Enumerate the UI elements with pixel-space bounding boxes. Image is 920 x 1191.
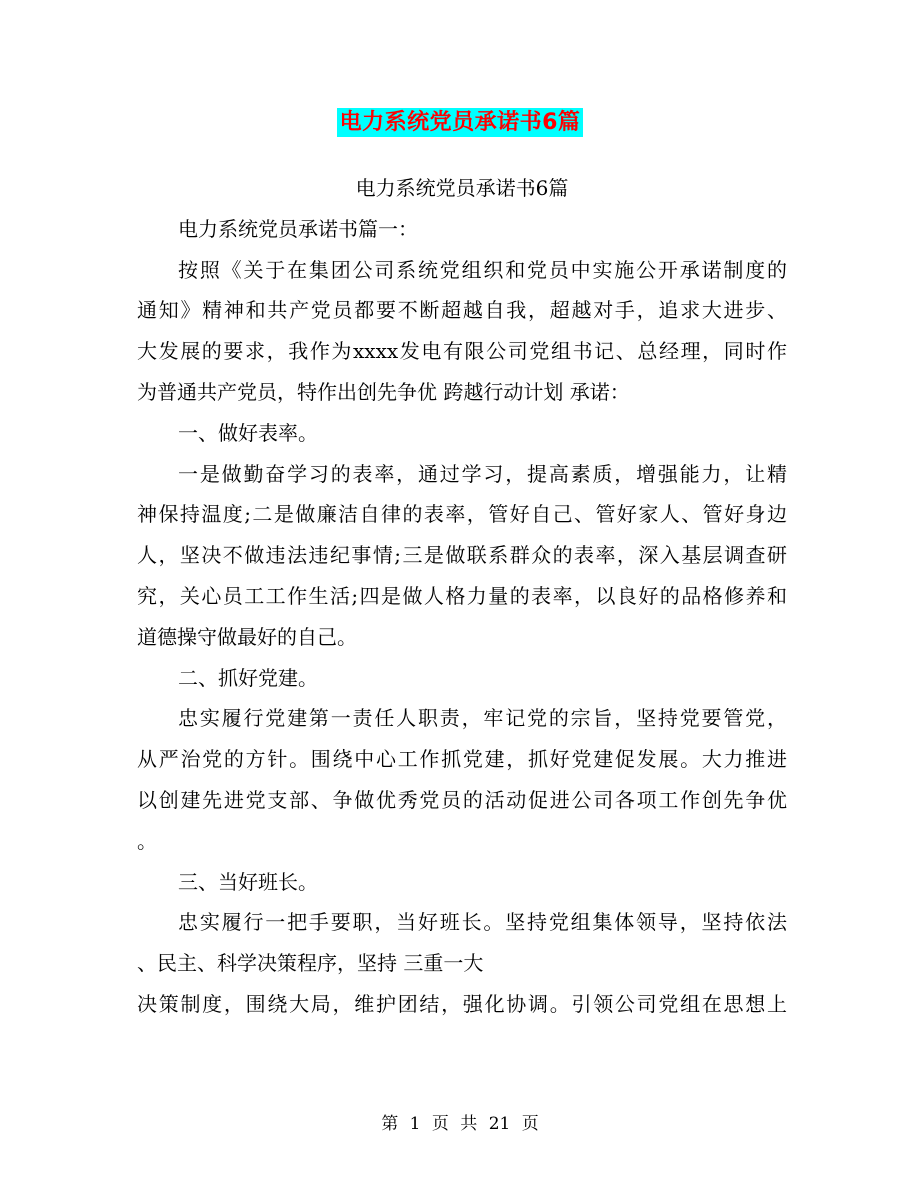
paragraph-line: 道德操守做最好的自己。: [137, 624, 357, 649]
paragraph-line: 决策制度，围绕大局，维护团结，强化协调。引领公司党组在思想上: [137, 991, 787, 1016]
document-title: [0, 108, 920, 138]
document-body: [137, 168, 787, 1025]
paragraph-line: 。: [137, 828, 157, 853]
section-heading: 二、抓好党建。: [178, 665, 318, 690]
paragraph-line: 究，关心员工工作生活;四是做人格力量的表率，以良好的品格修养和: [137, 583, 787, 608]
paragraph-line: 一是做勤奋学习的表率，通过学习，提高素质，增强能力，让精: [178, 461, 787, 486]
paragraph-line: 为普通共产党员，特作出创先争优 跨越行动计划 承诺：: [137, 379, 630, 404]
paragraph-line: 大发展的要求，我作为xxxx发电有限公司党组书记、总经理，同时作: [137, 339, 787, 364]
paragraph-line: 人，坚决不做违法违纪事情;三是做联系群众的表率，深入基层调查研: [137, 543, 787, 568]
paragraph-line: 、民主、科学决策程序，坚持 三重一大: [137, 951, 484, 976]
paragraph-line: 忠实履行党建第一责任人职责，牢记党的宗旨，坚持党要管党，: [178, 706, 787, 731]
paragraph-line: 通知》精神和共产党员都要不断超越自我，超越对手，追求大进步、: [137, 298, 787, 323]
paragraph-line: 神保持温度;二是做廉洁自律的表率，管好自己、管好家人、管好身边: [137, 502, 787, 527]
section-heading: 电力系统党员承诺书篇一：: [178, 216, 418, 241]
paragraph-line: 按照《关于在集团公司系统党组织和党员中实施公开承诺制度的: [178, 257, 787, 282]
page-footer: 第 1 页 共 21 页: [381, 1114, 539, 1134]
paragraph-line: 以创建先进党支部、争做优秀党员的活动促进公司各项工作创先争优: [137, 787, 787, 812]
highlighted-title: 电力系统党员承诺书6篇: [337, 108, 584, 137]
section-heading: 一、做好表率。: [178, 420, 318, 445]
section-heading: 三、当好班长。: [178, 869, 318, 894]
subtitle: 电力系统党员承诺书6篇: [355, 176, 569, 200]
paragraph-line: 忠实履行一把手要职，当好班长。坚持党组集体领导，坚持依法: [178, 910, 787, 935]
paragraph-line: 从严治党的方针。围绕中心工作抓党建，抓好党建促发展。大力推进: [137, 747, 787, 772]
